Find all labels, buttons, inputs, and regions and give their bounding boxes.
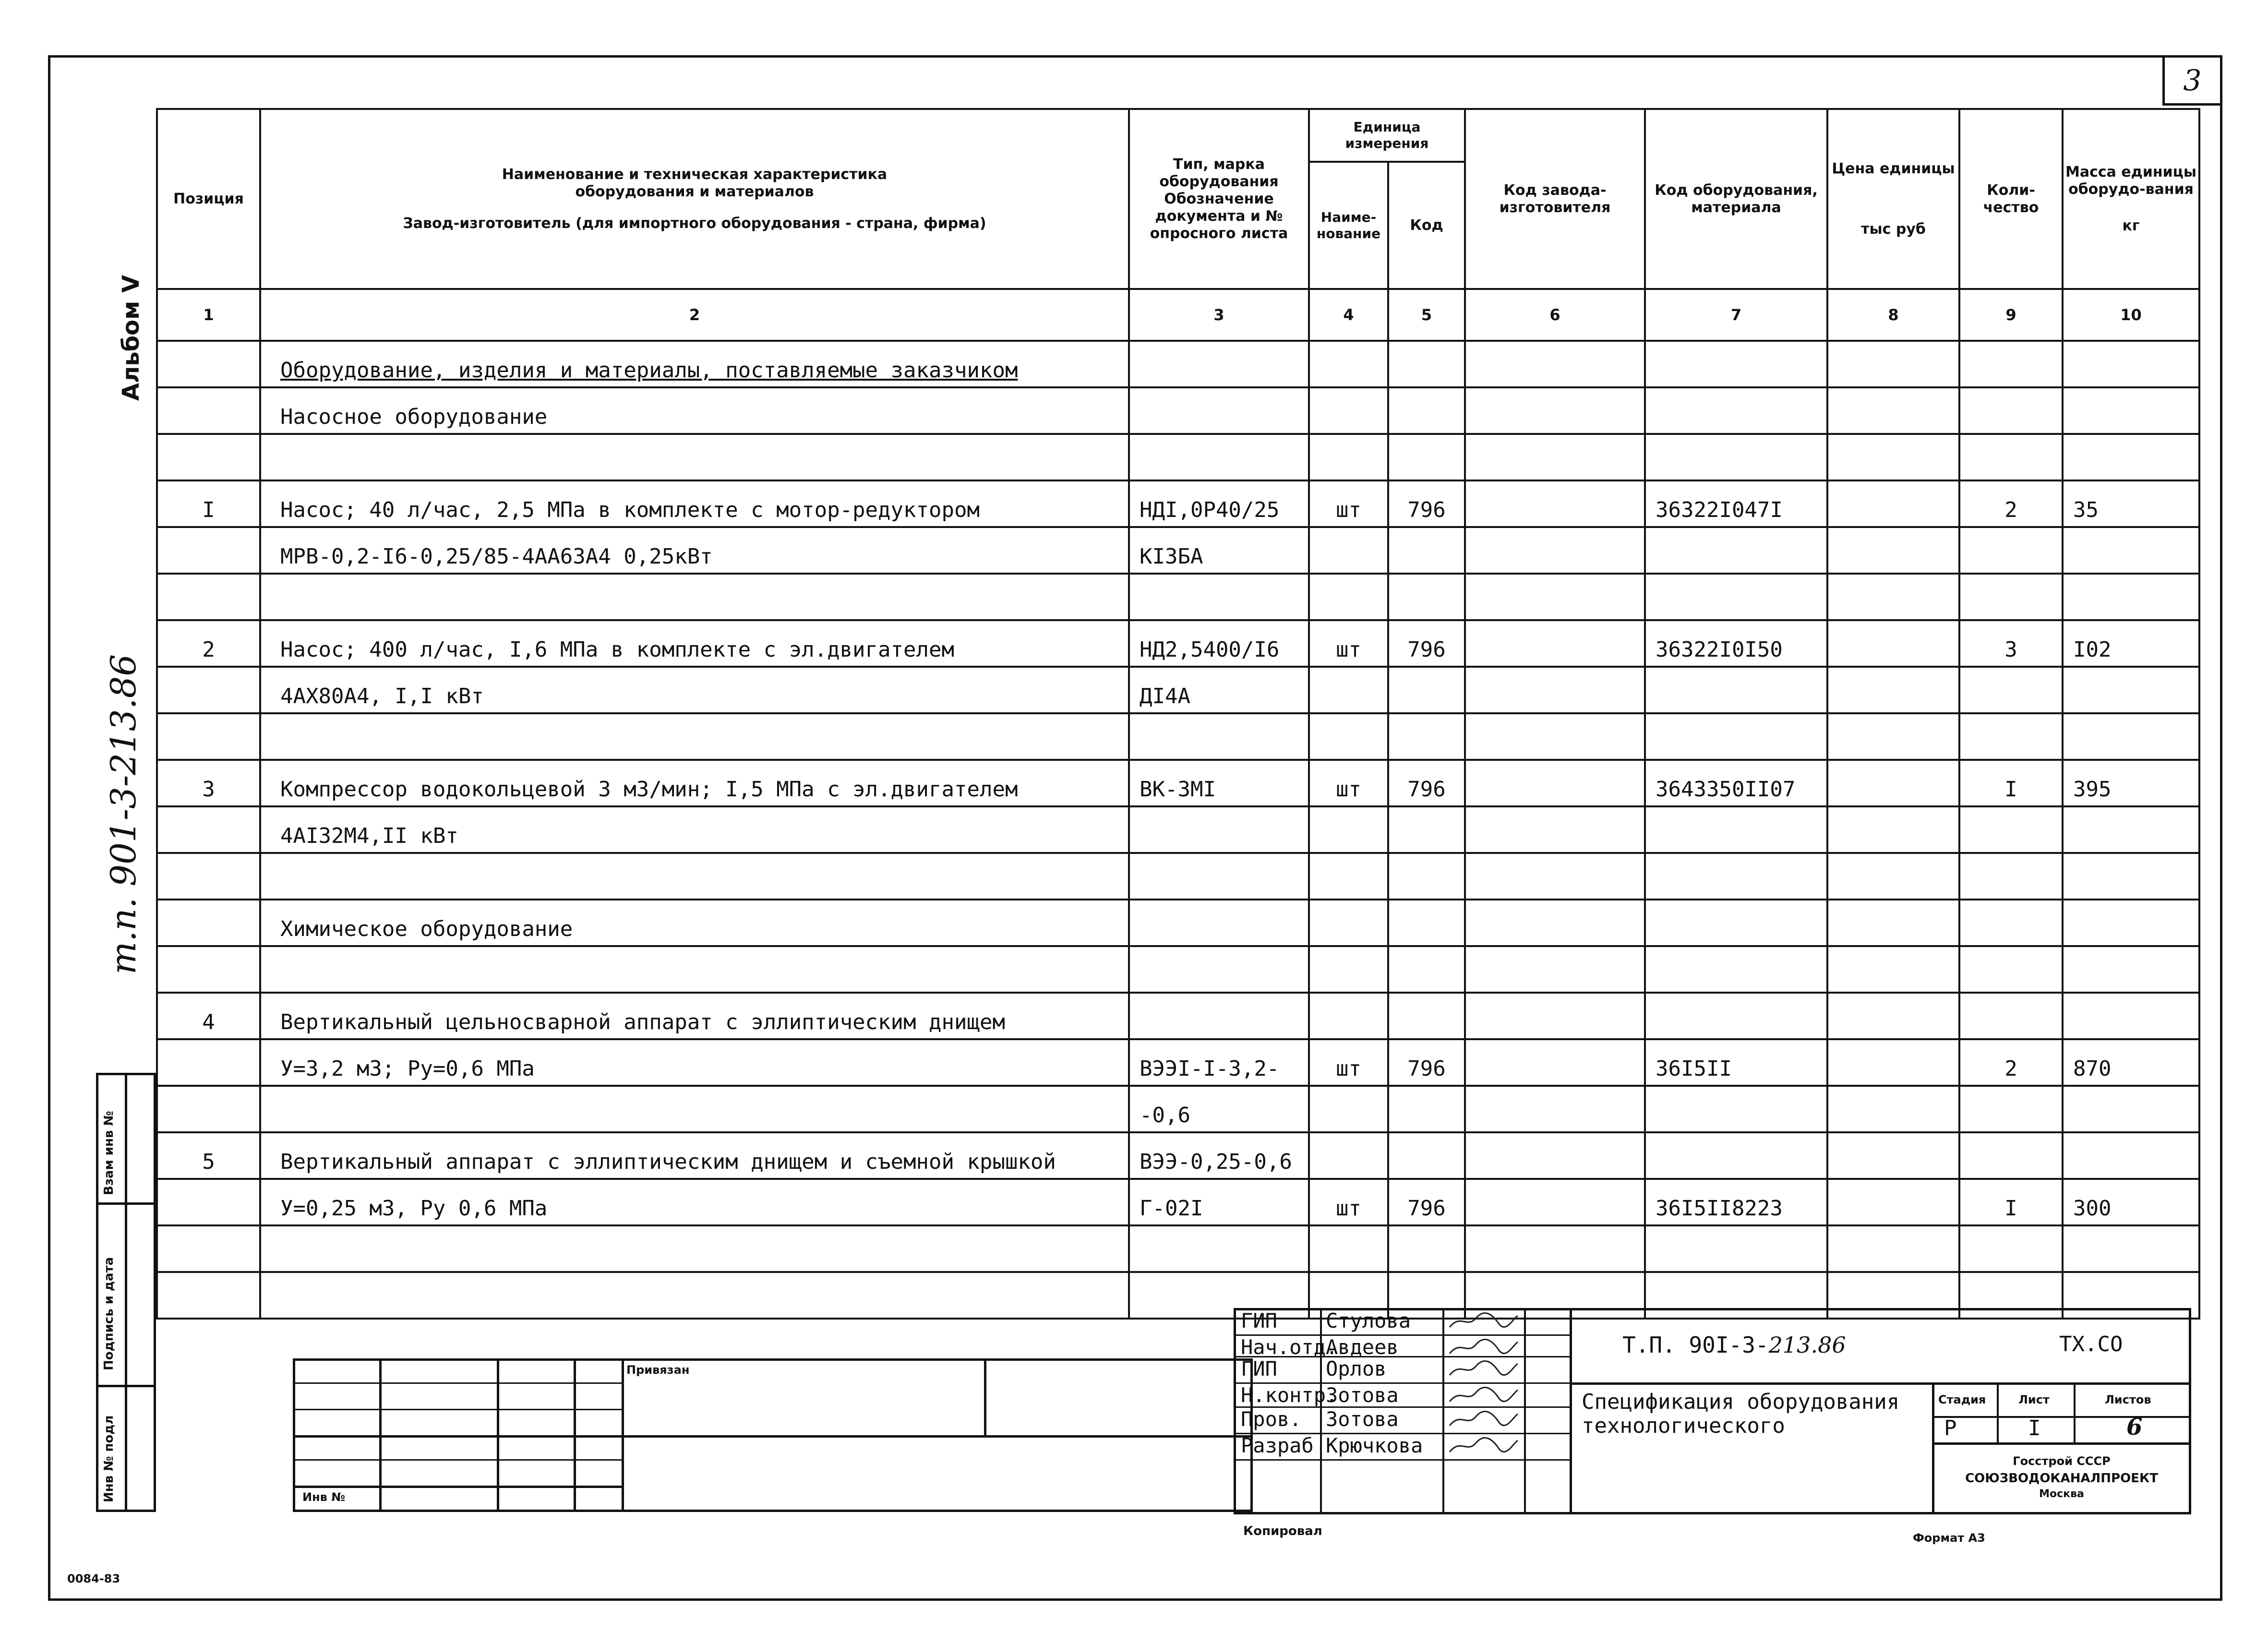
row-mass [2063, 1225, 2199, 1272]
title-block-person: Стулова [1326, 1309, 1411, 1332]
row-position: 3 [157, 760, 260, 806]
table-row [157, 620, 2199, 667]
row-equipment-code: 36I5II8223 [1645, 1179, 1827, 1225]
signature-icon [1446, 1383, 1523, 1407]
row-position [157, 806, 260, 853]
row-unit-code [1388, 434, 1465, 480]
row-unit-code [1388, 1225, 1465, 1272]
row-name [260, 713, 1129, 760]
row-factory-code [1465, 713, 1645, 760]
row-quantity [1959, 434, 2063, 480]
row-quantity: 2 [1959, 480, 2063, 527]
row-mass: 35 [2063, 480, 2199, 527]
row-type: НДI,0Р40/25 [1129, 480, 1309, 527]
row-price [1827, 806, 1959, 853]
table-row [157, 946, 2199, 993]
row-unit-code [1388, 574, 1465, 620]
row-factory-code [1465, 853, 1645, 900]
row-equipment-code [1645, 1086, 1827, 1132]
row-unit [1309, 434, 1388, 480]
row-position [157, 946, 260, 993]
row-unit-code [1388, 1132, 1465, 1179]
row-factory-code [1465, 1132, 1645, 1179]
row-factory-code [1465, 806, 1645, 853]
row-factory-code [1465, 341, 1645, 387]
row-name [260, 1272, 1129, 1319]
side-stamp-inv-podl: Инв № подл [102, 1415, 116, 1502]
footer-copied: Копировал [1243, 1524, 1322, 1538]
row-mass: 300 [2063, 1179, 2199, 1225]
col-header-quantity: Коли-чество [1959, 109, 2063, 289]
row-price [1827, 387, 1959, 434]
row-equipment-code [1645, 1225, 1827, 1272]
row-position: I [157, 480, 260, 527]
row-unit [1309, 527, 1388, 574]
title-block-role: Нач.отд. [1241, 1335, 1338, 1359]
row-name: Химическое оборудование [260, 900, 1129, 946]
signature-icon [1446, 1335, 1523, 1359]
row-mass [2063, 946, 2199, 993]
row-type [1129, 853, 1309, 900]
col-header-mass: Масса единицы оборудо-вания кг [2063, 109, 2199, 289]
row-name: Насосное оборудование [260, 387, 1129, 434]
row-unit-code [1388, 993, 1465, 1039]
row-name [260, 946, 1129, 993]
row-unit [1309, 1225, 1388, 1272]
col-header-unit-code: Код [1388, 162, 1465, 289]
row-name [260, 574, 1129, 620]
row-type [1129, 574, 1309, 620]
row-unit [1309, 806, 1388, 853]
row-type: ДI4А [1129, 667, 1309, 713]
title-block-person: Орлов [1326, 1357, 1387, 1380]
row-equipment-code [1645, 993, 1827, 1039]
row-price [1827, 1039, 1959, 1086]
row-unit-code: 796 [1388, 1039, 1465, 1086]
row-unit [1309, 993, 1388, 1039]
row-equipment-code [1645, 1132, 1827, 1179]
title-block-role: ГИП [1241, 1357, 1277, 1380]
table-row [157, 434, 2199, 480]
row-mass [2063, 667, 2199, 713]
org-line1: Госстрой СССР [2013, 1454, 2111, 1468]
side-stamp-divider [125, 1073, 127, 1512]
row-position: 2 [157, 620, 260, 667]
col-header-price: Цена единицы тыс руб [1827, 109, 1959, 289]
row-unit-code [1388, 853, 1465, 900]
row-position [157, 1272, 260, 1319]
row-name: У=0,25 м3, Ру 0,6 МПа [260, 1179, 1129, 1225]
row-equipment-code [1645, 574, 1827, 620]
col-header-position: Позиция [157, 109, 260, 289]
row-equipment-code [1645, 806, 1827, 853]
row-type [1129, 713, 1309, 760]
row-quantity: 3 [1959, 620, 2063, 667]
signature-icon [1446, 1357, 1523, 1381]
row-price [1827, 1132, 1959, 1179]
col-header-factory-code: Код завода-изготовителя [1465, 109, 1645, 289]
row-equipment-code: 36I5II [1645, 1039, 1827, 1086]
row-mass [2063, 387, 2199, 434]
row-name [260, 853, 1129, 900]
row-position: 4 [157, 993, 260, 1039]
title-block-role: Разраб [1241, 1434, 1314, 1457]
title-block-person: Крючкова [1326, 1434, 1423, 1457]
row-type [1129, 341, 1309, 387]
row-equipment-code [1645, 853, 1827, 900]
title-block-person: Зотова [1326, 1407, 1399, 1431]
row-position [157, 387, 260, 434]
row-unit-code [1388, 1086, 1465, 1132]
row-price [1827, 667, 1959, 713]
row-type [1129, 993, 1309, 1039]
row-name [260, 1225, 1129, 1272]
row-unit [1309, 853, 1388, 900]
footer-form-number: 0084-83 [67, 1572, 120, 1585]
row-factory-code [1465, 1225, 1645, 1272]
row-type [1129, 946, 1309, 993]
row-unit [1309, 900, 1388, 946]
row-quantity: 2 [1959, 1039, 2063, 1086]
row-type: КI3БА [1129, 527, 1309, 574]
row-factory-code [1465, 760, 1645, 806]
table-row [157, 760, 2199, 806]
col-header-equipment-code: Код оборудования, материала [1645, 109, 1827, 289]
row-type [1129, 900, 1309, 946]
row-equipment-code [1645, 341, 1827, 387]
row-position [157, 574, 260, 620]
row-equipment-code [1645, 667, 1827, 713]
row-mass [2063, 993, 2199, 1039]
row-price [1827, 853, 1959, 900]
row-unit-code: 796 [1388, 480, 1465, 527]
title-block-role: ГИП [1241, 1309, 1277, 1332]
row-unit-code [1388, 341, 1465, 387]
row-quantity [1959, 341, 2063, 387]
row-price [1827, 480, 1959, 527]
table-row [157, 806, 2199, 853]
row-position [157, 853, 260, 900]
column-number-row: 1 2 3 4 5 6 7 8 9 10 [157, 289, 2199, 341]
row-name: У=3,2 м3; Ру=0,6 МПа [260, 1039, 1129, 1086]
table-row [157, 387, 2199, 434]
row-equipment-code [1645, 713, 1827, 760]
row-name: Компрессор водокольцевой 3 м3/мин; I,5 МПа с эл.двигателем [260, 760, 1129, 806]
row-mass [2063, 434, 2199, 480]
row-position [157, 341, 260, 387]
row-equipment-code: 3643350II07 [1645, 760, 1827, 806]
row-factory-code [1465, 667, 1645, 713]
row-unit [1309, 341, 1388, 387]
row-unit-code [1388, 387, 1465, 434]
row-position [157, 1225, 260, 1272]
side-stamp-podpis: Подпись и дата [102, 1257, 116, 1370]
row-quantity [1959, 853, 2063, 900]
row-factory-code [1465, 1179, 1645, 1225]
row-mass [2063, 527, 2199, 574]
row-unit: шт [1309, 760, 1388, 806]
row-type: ВК-3МI [1129, 760, 1309, 806]
title-block-person: Авдеев [1326, 1335, 1399, 1359]
row-unit-code: 796 [1388, 620, 1465, 667]
row-price [1827, 620, 1959, 667]
row-type: ВЭЭ-0,25-0,6 [1129, 1132, 1309, 1179]
stage-value: Р [1944, 1416, 1957, 1440]
row-position [157, 713, 260, 760]
col-header-unit-name: Наиме-нование [1309, 162, 1388, 289]
row-mass [2063, 574, 2199, 620]
row-equipment-code [1645, 387, 1827, 434]
row-mass [2063, 853, 2199, 900]
row-factory-code [1465, 620, 1645, 667]
binding-label: Привязан [626, 1363, 690, 1377]
row-unit-code [1388, 806, 1465, 853]
row-mass [2063, 1132, 2199, 1179]
signature-icon [1446, 1407, 1523, 1431]
row-unit [1309, 574, 1388, 620]
row-factory-code [1465, 946, 1645, 993]
table-row [157, 1225, 2199, 1272]
row-unit [1309, 713, 1388, 760]
row-factory-code [1465, 900, 1645, 946]
row-price [1827, 1179, 1959, 1225]
row-unit [1309, 946, 1388, 993]
table-row [157, 574, 2199, 620]
col-header-type: Тип, марка оборудования Обозначение документа и № опросного листа [1129, 109, 1309, 289]
row-position [157, 667, 260, 713]
sheet-label: Лист [2018, 1393, 2050, 1406]
row-factory-code [1465, 1086, 1645, 1132]
sheet-number: 3 [2183, 63, 2202, 97]
doc-mark: ТХ.СО [2059, 1332, 2123, 1356]
row-price [1827, 713, 1959, 760]
org-line2: СОЮЗВОДОКАНАЛПРОЕКТ [1965, 1471, 2158, 1486]
row-factory-code [1465, 387, 1645, 434]
row-type: НД2,5400/I6 [1129, 620, 1309, 667]
row-quantity [1959, 993, 2063, 1039]
row-name: Вертикальный аппарат с эллиптическим днищем и съемной крышкой [260, 1132, 1129, 1179]
row-position: 5 [157, 1132, 260, 1179]
row-position [157, 434, 260, 480]
row-unit-code [1388, 527, 1465, 574]
row-type: Г-02I [1129, 1179, 1309, 1225]
row-mass: I02 [2063, 620, 2199, 667]
table-row [157, 341, 2199, 387]
row-quantity: I [1959, 1179, 2063, 1225]
row-price [1827, 574, 1959, 620]
row-position [157, 1179, 260, 1225]
table-row [157, 667, 2199, 713]
col-header-unit-group: Единица измерения [1309, 109, 1465, 162]
row-position [157, 1039, 260, 1086]
row-factory-code [1465, 993, 1645, 1039]
title-block-person: Зотова [1326, 1383, 1399, 1407]
row-type: ВЭЭI-I-3,2- [1129, 1039, 1309, 1086]
row-factory-code [1465, 574, 1645, 620]
row-unit-code [1388, 713, 1465, 760]
footer-format: Формат А3 [1913, 1531, 1985, 1545]
row-type [1129, 434, 1309, 480]
org-line3: Москва [2039, 1488, 2084, 1500]
table-row [157, 900, 2199, 946]
row-type: -0,6 [1129, 1086, 1309, 1132]
row-quantity [1959, 1086, 2063, 1132]
row-quantity [1959, 946, 2063, 993]
row-position [157, 1086, 260, 1132]
row-name: Насос; 400 л/час, I,6 МПа в комплекте с эл.двигателем [260, 620, 1129, 667]
table-row [157, 1132, 2199, 1179]
table-row [157, 1179, 2199, 1225]
row-equipment-code [1645, 946, 1827, 993]
row-unit: шт [1309, 620, 1388, 667]
signature-icon [1446, 1434, 1523, 1458]
row-price [1827, 1225, 1959, 1272]
signature-icon [1446, 1309, 1523, 1333]
doc-title-line1: Спецификация оборудования [1582, 1390, 1900, 1414]
row-equipment-code: 36322I0I50 [1645, 620, 1827, 667]
project-code-handwritten: т.п. 901-3-213.86 [103, 654, 144, 974]
row-factory-code [1465, 527, 1645, 574]
row-quantity [1959, 1225, 2063, 1272]
row-price [1827, 900, 1959, 946]
row-quantity [1959, 1132, 2063, 1179]
sheets-value: 6 [2126, 1414, 2143, 1440]
row-unit-code [1388, 946, 1465, 993]
sheet-value: I [2028, 1416, 2041, 1440]
row-mass [2063, 806, 2199, 853]
row-unit-code [1388, 900, 1465, 946]
row-equipment-code [1645, 434, 1827, 480]
row-name: Насос; 40 л/час, 2,5 МПа в комплекте с мотор-редуктором [260, 480, 1129, 527]
row-price [1827, 527, 1959, 574]
row-unit-code [1388, 667, 1465, 713]
row-name: 4АI32М4,II кВт [260, 806, 1129, 853]
row-unit-code: 796 [1388, 760, 1465, 806]
specification-table [156, 108, 2200, 1320]
row-mass [2063, 341, 2199, 387]
row-price [1827, 341, 1959, 387]
sheets-label: Листов [2105, 1393, 2151, 1406]
row-position [157, 527, 260, 574]
row-price [1827, 946, 1959, 993]
stage-label: Стадия [1938, 1393, 1986, 1406]
row-type [1129, 387, 1309, 434]
col-header-name: Наименование и техническая характеристика оборудования и материалов Завод-изготовитель (для импортного оборудования - страна, фирма) [260, 109, 1129, 289]
row-equipment-code [1645, 900, 1827, 946]
row-quantity [1959, 574, 2063, 620]
row-name [260, 434, 1129, 480]
doc-title-line2: технологического [1582, 1414, 1785, 1438]
table-row [157, 527, 2199, 574]
row-quantity [1959, 387, 2063, 434]
row-name: МРВ-0,2-I6-0,25/85-4АА63А4 0,25кВт [260, 527, 1129, 574]
row-mass: 870 [2063, 1039, 2199, 1086]
binding-inv-label: Инв № [302, 1490, 346, 1504]
row-price [1827, 760, 1959, 806]
table-row [157, 993, 2199, 1039]
row-name: Вертикальный цельносварной аппарат с эллиптическим днищем [260, 993, 1129, 1039]
row-type [1129, 1225, 1309, 1272]
row-equipment-code [1645, 527, 1827, 574]
row-unit: шт [1309, 480, 1388, 527]
row-quantity: I [1959, 760, 2063, 806]
table-row [157, 480, 2199, 527]
table-row [157, 853, 2199, 900]
row-unit: шт [1309, 1039, 1388, 1086]
row-unit: шт [1309, 1179, 1388, 1225]
row-unit-code: 796 [1388, 1179, 1465, 1225]
table-row [157, 1039, 2199, 1086]
row-position [157, 900, 260, 946]
row-factory-code [1465, 434, 1645, 480]
row-price [1827, 434, 1959, 480]
album-label: Альбом V [118, 275, 144, 401]
row-name: Оборудование, изделия и материалы, поставляемые заказчиком [260, 341, 1129, 387]
row-unit [1309, 387, 1388, 434]
doc-number: Т.П. 90I-3-213.86 [1622, 1332, 1846, 1358]
title-block-role: Н.контр. [1241, 1383, 1338, 1407]
row-factory-code [1465, 1039, 1645, 1086]
row-name [260, 1086, 1129, 1132]
row-quantity [1959, 667, 2063, 713]
row-quantity [1959, 900, 2063, 946]
table-row [157, 713, 2199, 760]
row-quantity [1959, 527, 2063, 574]
title-block-role: Пров. [1241, 1407, 1302, 1431]
row-quantity [1959, 806, 2063, 853]
table-row [157, 1086, 2199, 1132]
row-equipment-code: 36322I047I [1645, 480, 1827, 527]
row-quantity [1959, 713, 2063, 760]
row-price [1827, 1086, 1959, 1132]
row-factory-code [1465, 480, 1645, 527]
row-price [1827, 993, 1959, 1039]
row-mass: 395 [2063, 760, 2199, 806]
row-mass [2063, 900, 2199, 946]
row-name: 4АХ80А4, I,I кВт [260, 667, 1129, 713]
row-mass [2063, 713, 2199, 760]
row-unit [1309, 1132, 1388, 1179]
row-type [1129, 806, 1309, 853]
row-unit [1309, 667, 1388, 713]
side-stamp-vzam: Взам инв № [102, 1111, 116, 1195]
row-unit [1309, 1086, 1388, 1132]
row-mass [2063, 1086, 2199, 1132]
